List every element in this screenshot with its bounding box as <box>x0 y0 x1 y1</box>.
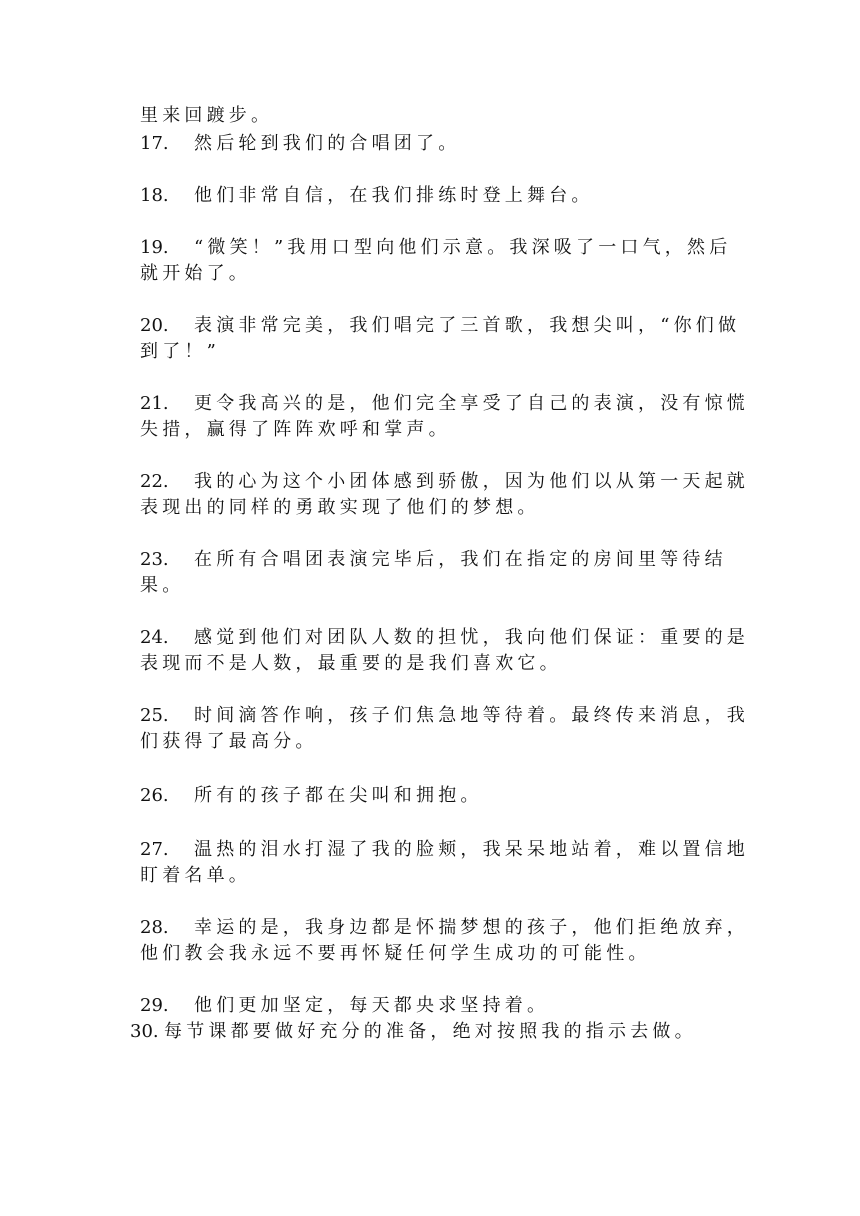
item-number: 17. <box>140 133 169 154</box>
list-item-24 <box>140 626 749 650</box>
line-text: 表现而不是人数，最重要的是我们喜欢它。 <box>140 653 562 674</box>
line-text: 然后轮到我们的合唱团了。 <box>194 133 461 154</box>
line-text: 盯着名单。 <box>140 865 251 886</box>
list-item-28-cont <box>140 942 651 966</box>
item-number: 22. <box>140 471 169 492</box>
list-item-27 <box>140 838 749 862</box>
list-item-29 <box>140 994 549 1018</box>
item-number: 25. <box>140 705 169 726</box>
item-number: 24. <box>140 627 169 648</box>
list-item-20-cont <box>140 340 220 364</box>
item-number: 20. <box>140 315 169 336</box>
list-item-30 <box>130 1020 697 1044</box>
line-text: 们获得了最高分。 <box>140 731 318 752</box>
line-text: 温热的泪水打湿了我的脸颊，我呆呆地站着，难以置信地 <box>194 839 749 860</box>
line-text: 时间滴答作响，孩子们焦急地等待着。最终传来消息，我 <box>194 705 749 726</box>
list-item-18 <box>140 184 594 208</box>
line-text: 他们更加坚定，每天都央求坚持着。 <box>194 995 550 1016</box>
list-item-19-cont <box>140 262 251 286</box>
line-text: 失措，赢得了阵阵欢呼和掌声。 <box>140 419 451 440</box>
line-text: 每节课都要做好充分的准备，绝对按照我的指示去做。 <box>164 1021 697 1042</box>
line-text: 更令我高兴的是，他们完全享受了自己的表演，没有惊慌 <box>194 393 749 414</box>
list-item-22 <box>140 470 749 494</box>
line-text: 果。 <box>140 575 185 596</box>
line-text: 表演非常完美，我们唱完了三首歌，我想尖叫，“你们做 <box>194 315 741 336</box>
line-text: 我的心为这个小团体感到骄傲，因为他们以从第一天起就 <box>194 471 749 492</box>
list-item-26 <box>140 784 483 808</box>
list-item-21 <box>140 392 749 416</box>
item-number: 21. <box>140 393 169 414</box>
list-item-24-cont <box>140 652 562 676</box>
list-item-28 <box>140 916 749 940</box>
item-number: 23. <box>140 549 169 570</box>
list-item-25-cont <box>140 730 318 754</box>
line-text: 就开始了。 <box>140 263 251 284</box>
item-number: 29. <box>140 995 169 1016</box>
line-text: 他们非常自信，在我们排练时登上舞台。 <box>194 185 594 206</box>
item-number: 26. <box>140 785 169 806</box>
list-item-22-cont <box>140 496 540 520</box>
item-number: 28. <box>140 917 169 938</box>
list-item-17 <box>140 132 460 156</box>
line-text: 里来回踱步。 <box>140 105 274 126</box>
list-item-19 <box>140 236 731 260</box>
line-text: 幸运的是，我身边都是怀揣梦想的孩子，他们拒绝放弃， <box>194 917 749 938</box>
line-text: 表现出的同样的勇敢实现了他们的梦想。 <box>140 497 540 518</box>
list-item-27-cont <box>140 864 251 888</box>
line-text: 他们教会我永远不要再怀疑任何学生成功的可能性。 <box>140 943 651 964</box>
list-item-25 <box>140 704 749 728</box>
list-item-23-cont <box>140 574 184 598</box>
item-number: 19. <box>140 237 169 258</box>
item-number: 27. <box>140 839 169 860</box>
continuation-line <box>140 104 273 128</box>
list-item-20 <box>140 314 740 338</box>
line-text: 感觉到他们对团队人数的担忧，我向他们保证：重要的是 <box>194 627 749 648</box>
line-text: 在所有合唱团表演完毕后，我们在指定的房间里等待结 <box>194 549 727 570</box>
item-number: 18. <box>140 185 169 206</box>
line-text: “微笑！”我用口型向他们示意。我深吸了一口气，然后 <box>194 237 732 258</box>
line-text: 所有的孩子都在尖叫和拥抱。 <box>194 785 483 806</box>
line-text: 到了！” <box>140 341 221 362</box>
list-item-21-cont <box>140 418 451 442</box>
item-number: 30. <box>130 1021 159 1042</box>
list-item-23 <box>140 548 727 572</box>
